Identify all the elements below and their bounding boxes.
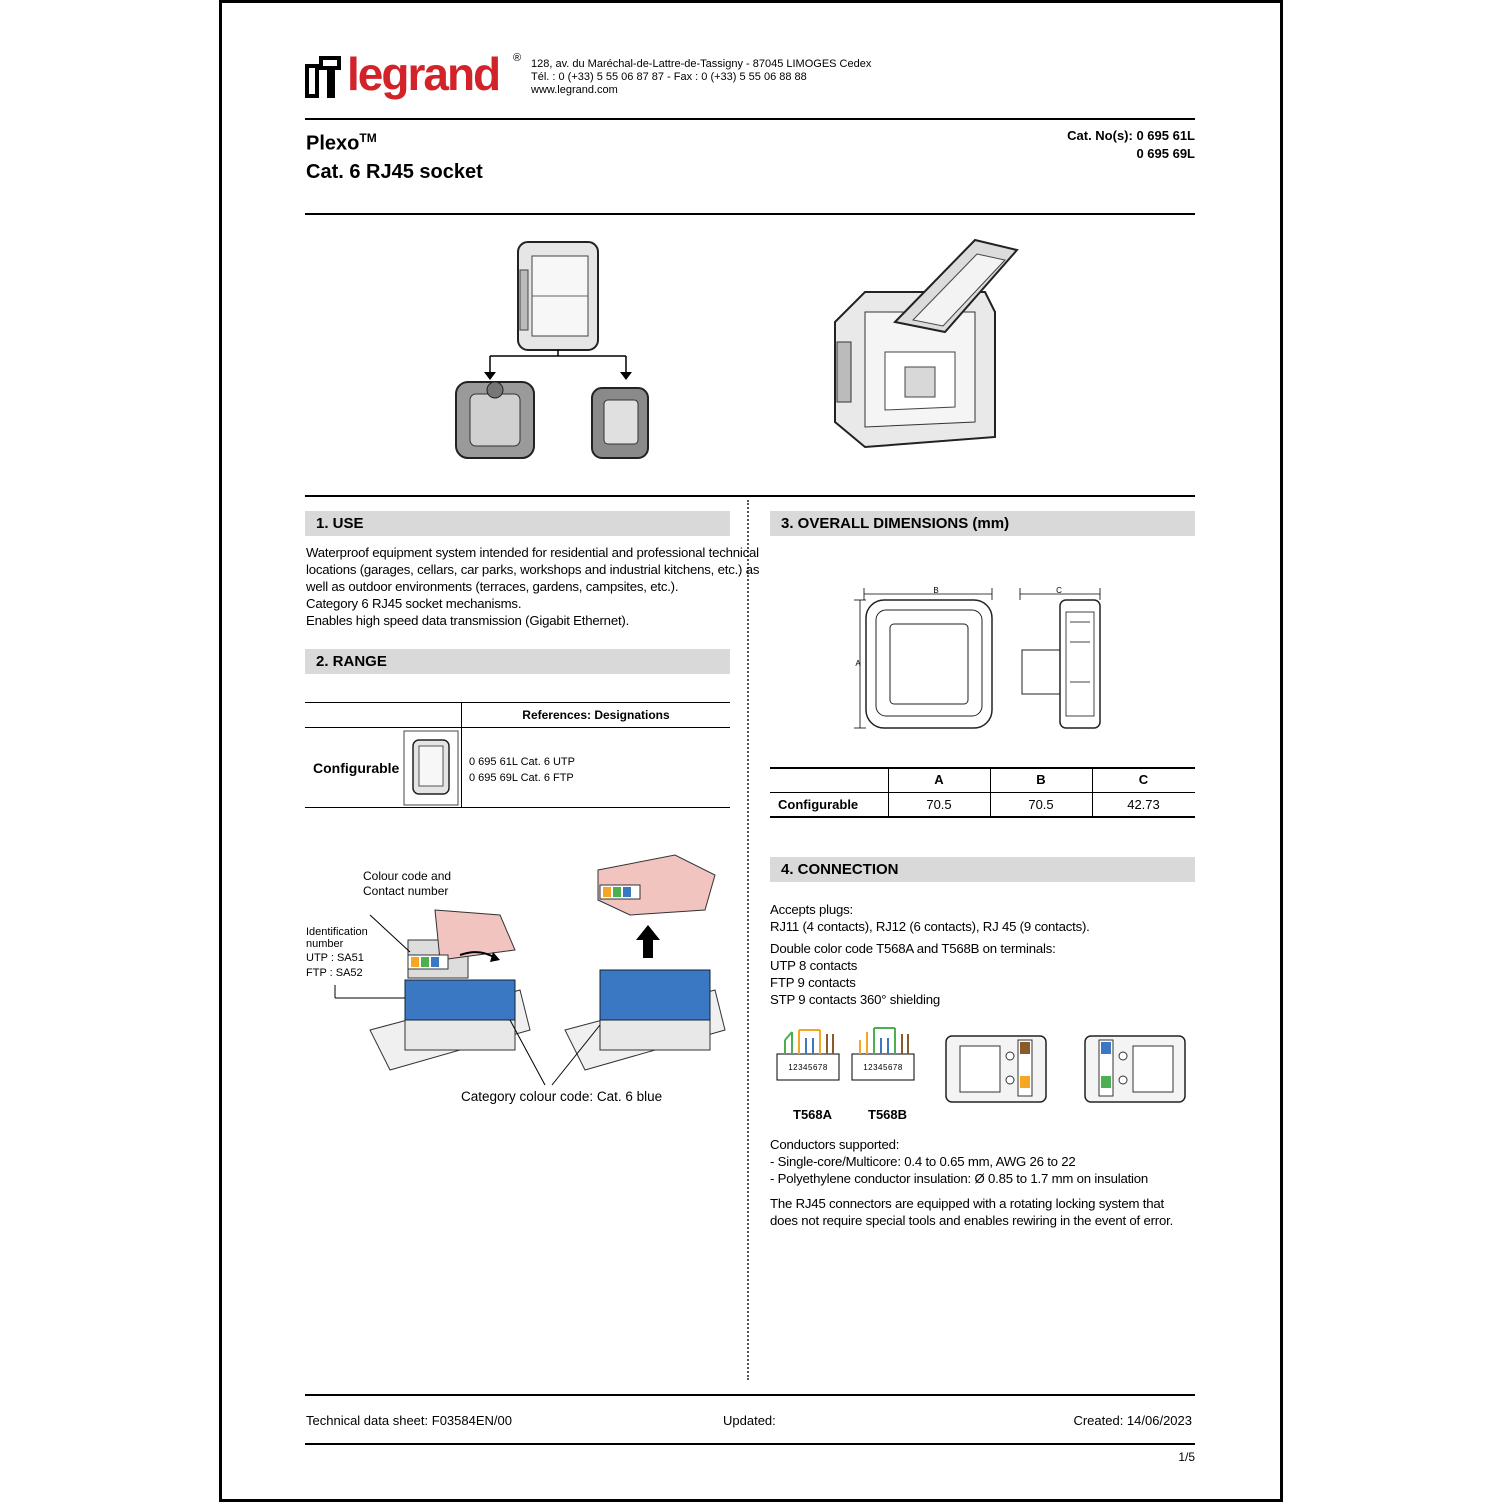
- footer-top-rule: [305, 1394, 1195, 1396]
- t568a-pin-numbers: 12345678: [788, 1063, 828, 1072]
- catalogue-numbers: Cat. No(s): 0 695 61L 0 695 69L: [1067, 128, 1195, 161]
- rj45-install-diagram: [330, 840, 740, 1100]
- socket-open-cover-illustration: [825, 232, 1025, 452]
- t568a-label: T568A: [793, 1107, 833, 1122]
- identification-label: Identification number UTP : SA51 FTP : SA52: [306, 926, 368, 979]
- column-divider: [747, 500, 749, 1380]
- dimension-a-label: A: [855, 659, 861, 668]
- range-table-mid: [305, 727, 730, 728]
- dim-value-c: 42.73: [1127, 797, 1160, 812]
- t568a-wiring-diagram: [775, 1022, 841, 1084]
- dimension-b-label: B: [933, 586, 939, 595]
- dimension-drawing: [850, 582, 1110, 732]
- header-rule: [305, 118, 1195, 120]
- dim-value-b: 70.5: [1028, 797, 1054, 812]
- legrand-square-icon: [305, 56, 341, 98]
- flush-frame: [592, 388, 648, 458]
- dim-table-mid: [770, 792, 1195, 793]
- range-heading: 2. RANGE: [305, 649, 730, 674]
- t568b-label: T568B: [868, 1107, 908, 1122]
- colour-code-label: Colour code and Contact number: [363, 869, 452, 898]
- title-rule: [305, 213, 1195, 215]
- t568b-wiring-diagram: [850, 1022, 916, 1084]
- cover-unit: [518, 242, 598, 350]
- connection-text: Accepts plugs: RJ11 (4 contacts), RJ12 (6 contacts), RJ 45 (9 contacts). Double color code T568A and T568B on terminals: UTP 8 contacts FTP 9 contacts STP 9 contacts 360° shielding: [770, 902, 1090, 1007]
- footer-sheet-number: Technical data sheet: F03584EN/00: [306, 1413, 512, 1428]
- dim-row-label: Configurable: [778, 797, 859, 812]
- illustration-rule: [305, 495, 1195, 497]
- product-exploded-illustration: [440, 230, 680, 470]
- use-heading: 1. USE: [305, 511, 730, 536]
- category-colour-caption: Category colour code: Cat. 6 blue: [461, 1089, 663, 1104]
- dimension-c-label: C: [1056, 586, 1062, 595]
- legrand-logo: [305, 48, 530, 106]
- footer-updated: Updated:: [723, 1413, 776, 1428]
- range-product-thumbnail: [403, 730, 459, 806]
- footer-bottom-rule: [305, 1443, 1195, 1445]
- rotating-locking-text: The RJ45 connectors are equipped with a rotating locking system that does not require special tools and enables rewiring in the event of error.: [770, 1196, 1174, 1228]
- dimensions-heading: 3. OVERALL DIMENSIONS (mm): [770, 511, 1195, 536]
- connection-heading: 4. CONNECTION: [770, 857, 1195, 882]
- surface-box: [456, 382, 534, 458]
- product-subtitle: Cat. 6 RJ45 socket: [306, 160, 483, 183]
- range-table-bottom: [305, 807, 730, 808]
- connector-side-view-right: [1075, 1028, 1193, 1108]
- company-address: 128, av. du Maréchal-de-Lattre-de-Tassigny - 87045 LIMOGES Cedex Tél. : 0 (+33) 5 55 06 87 87 - Fax : 0 (+33) 5 55 06 88 88 www.legrand.com: [531, 58, 872, 96]
- dim-header-a: A: [934, 772, 944, 787]
- range-row-label: Configurable: [313, 760, 400, 776]
- use-text: Waterproof equipment system intended for residential and professional technical locations (garages, cellars, car parks, workshops and industrial kitchens, etc.) as well as outdoor environments (terraces, gardens, campsites, etc.). Category 6 RJ45 socket mechanisms. Enables high speed data transmission (Gigabit Ethernet).: [306, 545, 760, 628]
- product-title: Plexo™ Cat. 6 RJ45 socket: [306, 131, 483, 183]
- conductors-supported: Conductors supported: - Single-core/Multicore: 0.4 to 0.65 mm, AWG 26 to 22 - Polyethylene conductor insulation: Ø 0.85 to 1.7 mm on insulation: [770, 1137, 1149, 1186]
- logo-wordmark: legrand: [347, 48, 500, 100]
- dim-header-b: B: [1036, 772, 1046, 787]
- t568b-pin-numbers: 12345678: [863, 1063, 903, 1072]
- range-table-top: [305, 702, 730, 703]
- range-references: 0 695 61L Cat. 6 UTP 0 695 69L Cat. 6 FTP: [469, 756, 575, 784]
- dim-table-bottom: [770, 816, 1195, 818]
- dim-table-top: [770, 767, 1195, 769]
- logo-registered-mark: ®: [513, 52, 522, 64]
- page-number: 1/5: [1178, 1450, 1195, 1464]
- footer-created: Created: 14/06/2023: [1073, 1413, 1192, 1428]
- range-column-header: References: Designations: [522, 708, 670, 722]
- dim-header-c: C: [1138, 772, 1149, 787]
- page-frame: [219, 0, 1283, 1502]
- dim-value-a: 70.5: [926, 797, 952, 812]
- connector-side-view-left: [940, 1028, 1058, 1108]
